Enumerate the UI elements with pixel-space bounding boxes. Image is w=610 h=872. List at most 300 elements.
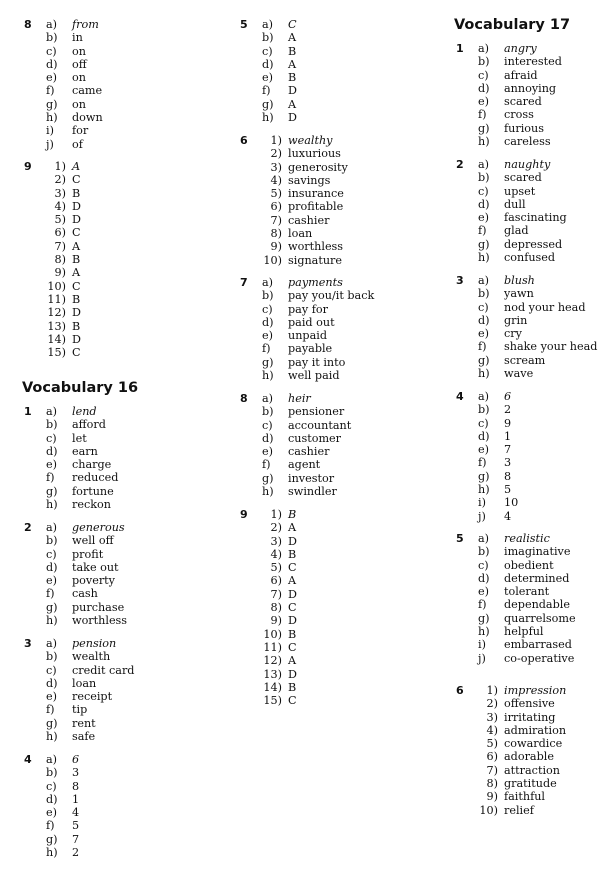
- answer-label: h): [478, 625, 490, 639]
- answer-text: D: [72, 306, 81, 320]
- answer-label: j): [478, 509, 486, 523]
- answer-text: worthless: [288, 240, 344, 254]
- answer-label: c): [46, 663, 57, 677]
- answer-text: C: [288, 694, 297, 708]
- exercise-c1-8: [24, 18, 164, 151]
- answer-text: for: [72, 124, 89, 138]
- answer-label: g): [46, 832, 58, 846]
- answer-text: pensioner: [288, 405, 345, 419]
- answer-text: dull: [504, 197, 526, 211]
- answer-label: c): [478, 558, 489, 572]
- answer-row: [456, 559, 596, 572]
- answer-label: h): [46, 498, 58, 512]
- answer-label: e): [46, 71, 57, 85]
- exercise-c1-v16-1: [24, 405, 164, 511]
- answer-row: [456, 483, 596, 496]
- answer-text: profitable: [288, 200, 344, 214]
- answer-row: [456, 777, 596, 790]
- answer-row: [240, 356, 380, 369]
- answer-label: g): [46, 600, 58, 614]
- answer-label: 13): [263, 667, 282, 681]
- answer-row: [24, 485, 164, 498]
- answer-text: B: [288, 627, 297, 641]
- answer-label: a): [478, 42, 490, 55]
- answer-text: wealthy: [288, 134, 333, 147]
- answer-text: glad: [504, 224, 529, 238]
- answer-row: [24, 84, 164, 97]
- exercise-number: 8: [24, 18, 32, 31]
- answer-row: [24, 574, 164, 587]
- answer-row: [24, 280, 164, 293]
- answer-label: 2): [270, 147, 282, 161]
- answer-row: [24, 333, 164, 346]
- answer-text: fascinating: [504, 211, 567, 225]
- answer-label: c): [478, 184, 489, 198]
- answer-row: [24, 717, 164, 730]
- answer-text: adorable: [504, 750, 554, 764]
- answer-text: cash: [72, 587, 98, 601]
- answer-text: furious: [504, 121, 544, 135]
- answer-text: tip: [72, 703, 88, 717]
- answer-label: h): [478, 251, 490, 265]
- answer-row: [24, 601, 164, 614]
- answer-text: A: [288, 521, 297, 535]
- exercise-c3-6: [456, 684, 596, 817]
- answer-label: i): [46, 124, 54, 138]
- answer-row: [240, 641, 380, 654]
- answer-text: cross: [504, 108, 534, 122]
- answer-text: careless: [504, 135, 551, 149]
- answer-text: C: [288, 601, 297, 615]
- answer-label: c): [46, 44, 57, 58]
- answer-label: f): [478, 598, 487, 612]
- answer-label: e): [262, 445, 273, 459]
- answer-row: [456, 612, 596, 625]
- answer-label: a): [46, 521, 58, 534]
- answer-row: [240, 71, 380, 84]
- answer-text: A: [288, 97, 297, 111]
- answer-text: 4: [504, 509, 512, 523]
- answer-label: c): [478, 68, 489, 82]
- answer-row: [240, 84, 380, 97]
- answer-label: e): [262, 71, 273, 85]
- answer-row: [24, 780, 164, 793]
- answer-text: luxurious: [288, 147, 341, 161]
- answer-label: h): [46, 614, 58, 628]
- answer-row: [456, 585, 596, 598]
- answer-label: 4): [270, 547, 282, 561]
- answer-text: pay it into: [288, 355, 346, 369]
- answer-text: down: [72, 111, 103, 125]
- answer-row: [24, 587, 164, 600]
- answer-label: f): [478, 224, 487, 238]
- answer-row: [456, 545, 596, 558]
- answer-row: [24, 730, 164, 743]
- answer-text: 1: [504, 429, 512, 443]
- exercise-c3-3: [456, 274, 596, 380]
- answer-text: on: [72, 71, 86, 85]
- answer-text: 4: [72, 806, 80, 820]
- answer-text: D: [288, 587, 297, 601]
- answer-row: [24, 31, 164, 44]
- answer-label: 11): [47, 292, 66, 306]
- answer-label: 2): [486, 697, 498, 711]
- answer-label: 13): [47, 319, 66, 333]
- exercise-number: 9: [240, 508, 248, 521]
- answer-row: [456, 95, 596, 108]
- answer-text: payments: [288, 276, 343, 289]
- answer-label: e): [478, 585, 489, 599]
- answer-text: customer: [288, 431, 342, 445]
- answer-row: [24, 293, 164, 306]
- answer-text: afraid: [504, 68, 538, 82]
- exercise-c3-1: [456, 42, 596, 148]
- answer-text: helpful: [504, 625, 544, 639]
- answer-text: C: [288, 640, 297, 654]
- answer-row: [456, 532, 596, 545]
- answer-row: [240, 588, 380, 601]
- answer-text: 5: [72, 819, 80, 833]
- answer-text: B: [72, 186, 81, 200]
- answer-text: grin: [504, 313, 528, 327]
- answer-label: d): [478, 81, 490, 95]
- answer-text: 3: [504, 456, 512, 470]
- answer-label: 8): [270, 601, 282, 615]
- answer-row: [24, 200, 164, 213]
- answer-label: a): [46, 18, 58, 31]
- answer-row: [240, 561, 380, 574]
- answer-text: 3: [72, 766, 80, 780]
- answer-row: [240, 445, 380, 458]
- answer-label: g): [262, 97, 274, 111]
- answer-text: irritating: [504, 710, 556, 724]
- answer-text: 7: [72, 832, 80, 846]
- answer-label: e): [46, 690, 57, 704]
- answer-row: [456, 711, 596, 724]
- answer-label: 9): [270, 614, 282, 628]
- answer-label: 1): [270, 508, 282, 521]
- answer-row: [24, 806, 164, 819]
- answer-row: [24, 213, 164, 226]
- answer-text: receipt: [72, 690, 113, 704]
- answer-row: [456, 340, 596, 353]
- answer-label: a): [478, 390, 490, 403]
- answer-row: [240, 214, 380, 227]
- answer-text: relief: [504, 803, 534, 817]
- answer-label: f): [46, 471, 55, 485]
- answer-row: [456, 185, 596, 198]
- answer-text: D: [72, 213, 81, 227]
- answer-text: C: [72, 346, 81, 360]
- answer-row: [456, 470, 596, 483]
- answer-row: [240, 601, 380, 614]
- answer-label: f): [262, 84, 271, 98]
- answer-row: [240, 508, 380, 521]
- answer-row: [456, 456, 596, 469]
- answer-text: offensive: [504, 697, 555, 711]
- answer-text: credit card: [72, 663, 135, 677]
- answer-label: 5): [270, 187, 282, 201]
- answer-text: C: [288, 18, 297, 31]
- answer-label: 7): [270, 587, 282, 601]
- answer-label: g): [478, 121, 490, 135]
- answer-label: d): [46, 57, 58, 71]
- answer-label: 3): [270, 160, 282, 174]
- exercise-number: 3: [456, 274, 464, 287]
- answer-text: let: [72, 431, 87, 445]
- answer-text: wealth: [72, 650, 111, 664]
- answer-row: [240, 187, 380, 200]
- exercise-c2-6: [240, 134, 380, 267]
- answer-text: reduced: [72, 471, 119, 485]
- answer-row: [24, 521, 164, 534]
- exercise-number: 4: [456, 390, 464, 403]
- answer-text: accountant: [288, 418, 352, 432]
- answer-text: savings: [288, 173, 331, 187]
- answer-label: a): [262, 392, 274, 405]
- answer-row: [456, 572, 596, 585]
- answer-label: d): [478, 571, 490, 585]
- answer-row: [456, 510, 596, 523]
- answer-row: [456, 403, 596, 416]
- answer-row: [24, 320, 164, 333]
- answer-text: B: [288, 44, 297, 58]
- answer-row: [240, 18, 380, 31]
- answer-label: d): [262, 315, 274, 329]
- answer-row: [240, 485, 380, 498]
- answer-label: f): [46, 703, 55, 717]
- answer-row: [240, 369, 380, 382]
- exercise-c1-9: [24, 160, 164, 359]
- answer-label: 7): [486, 763, 498, 777]
- answer-text: wave: [504, 367, 534, 381]
- answer-label: h): [478, 483, 490, 497]
- answer-row: [456, 764, 596, 777]
- answer-label: e): [262, 329, 273, 343]
- answer-label: h): [262, 485, 274, 499]
- answer-row: [456, 158, 596, 171]
- answer-row: [240, 521, 380, 534]
- exercise-c1-v16-3: [24, 637, 164, 743]
- answer-text: profit: [72, 547, 104, 561]
- answer-row: [456, 69, 596, 82]
- answer-text: well off: [72, 534, 114, 548]
- answer-row: [456, 417, 596, 430]
- answer-label: c): [262, 44, 273, 58]
- answer-text: worthless: [72, 614, 128, 628]
- answer-text: paid out: [288, 315, 335, 329]
- answer-row: [24, 124, 164, 137]
- exercise-number: 9: [24, 160, 32, 173]
- answer-text: 2: [72, 846, 80, 860]
- exercise-c2-9: [240, 508, 380, 707]
- answer-text: loan: [72, 676, 97, 690]
- answer-text: B: [72, 253, 81, 267]
- answer-row: [456, 443, 596, 456]
- answer-label: c): [478, 416, 489, 430]
- answer-label: f): [46, 84, 55, 98]
- answer-row: [240, 58, 380, 71]
- answer-text: 10: [504, 496, 519, 510]
- answer-row: [240, 432, 380, 445]
- answer-text: obedient: [504, 558, 554, 572]
- answer-row: [24, 793, 164, 806]
- answer-label: f): [478, 456, 487, 470]
- answer-row: [456, 122, 596, 135]
- answer-label: g): [478, 353, 490, 367]
- answer-row: [24, 637, 164, 650]
- answer-row: [240, 614, 380, 627]
- vocabulary-16-heading: Vocabulary 16: [22, 380, 139, 396]
- answer-label: b): [478, 545, 490, 559]
- answer-label: i): [478, 496, 486, 510]
- answer-row: [24, 187, 164, 200]
- answer-label: f): [262, 458, 271, 472]
- answer-label: d): [46, 444, 58, 458]
- answer-label: e): [46, 574, 57, 588]
- answer-label: d): [262, 431, 274, 445]
- answer-row: [240, 161, 380, 174]
- answer-text: insurance: [288, 187, 344, 201]
- answer-label: 10): [263, 627, 282, 641]
- answer-text: take out: [72, 560, 119, 574]
- answer-row: [240, 316, 380, 329]
- answer-row: [240, 668, 380, 681]
- answer-row: [24, 561, 164, 574]
- answer-label: e): [46, 806, 57, 820]
- answer-label: e): [46, 458, 57, 472]
- answer-row: [24, 98, 164, 111]
- answer-row: [240, 458, 380, 471]
- answer-text: came: [72, 84, 103, 98]
- answer-row: [456, 274, 596, 287]
- answer-row: [240, 98, 380, 111]
- answer-row: [24, 690, 164, 703]
- answer-label: d): [478, 429, 490, 443]
- answer-row: [456, 327, 596, 340]
- answer-label: b): [262, 289, 274, 303]
- exercise-number: 5: [456, 532, 464, 545]
- answer-row: [24, 226, 164, 239]
- answer-text: upset: [504, 184, 536, 198]
- answer-text: gratitude: [504, 777, 557, 791]
- answer-label: f): [478, 108, 487, 122]
- answer-text: D: [288, 614, 297, 628]
- answer-text: cashier: [288, 213, 330, 227]
- answer-label: h): [478, 367, 490, 381]
- answer-label: a): [46, 405, 58, 418]
- answer-label: d): [46, 676, 58, 690]
- answer-text: scream: [504, 353, 546, 367]
- answer-text: B: [72, 292, 81, 306]
- answer-row: [24, 266, 164, 279]
- answer-text: 6: [72, 753, 80, 766]
- exercise-number: 6: [456, 684, 464, 697]
- answer-row: [240, 147, 380, 160]
- exercise-number: 8: [240, 392, 248, 405]
- exercise-number: 7: [240, 276, 248, 289]
- answer-row: [24, 846, 164, 859]
- answer-text: D: [72, 199, 81, 213]
- answer-row: [240, 111, 380, 124]
- answer-label: h): [478, 135, 490, 149]
- answer-text: imaginative: [504, 545, 571, 559]
- exercise-number: 4: [24, 753, 32, 766]
- answer-label: 5): [270, 561, 282, 575]
- answer-row: [240, 681, 380, 694]
- answer-label: 9): [486, 790, 498, 804]
- answer-row: [240, 342, 380, 355]
- answer-label: d): [478, 313, 490, 327]
- answer-label: d): [46, 560, 58, 574]
- exercise-number: 1: [456, 42, 464, 55]
- answer-label: 5): [54, 213, 66, 227]
- answer-text: lend: [72, 405, 97, 418]
- answer-row: [24, 432, 164, 445]
- answer-text: generosity: [288, 160, 348, 174]
- answer-text: A: [288, 574, 297, 588]
- answer-row: [24, 306, 164, 319]
- answer-row: [24, 405, 164, 418]
- answer-label: g): [478, 469, 490, 483]
- answer-label: a): [262, 18, 274, 31]
- answer-label: 8): [54, 253, 66, 267]
- answer-text: C: [72, 226, 81, 240]
- exercise-c3-5: [456, 532, 596, 665]
- answer-text: pension: [72, 637, 117, 650]
- answer-text: in: [72, 31, 83, 45]
- answer-text: blush: [504, 274, 535, 287]
- answer-row: [456, 750, 596, 763]
- answer-row: [456, 287, 596, 300]
- answer-text: loan: [288, 227, 313, 241]
- answer-row: [456, 367, 596, 380]
- exercise-number: 1: [24, 405, 32, 418]
- answer-row: [240, 419, 380, 432]
- answer-text: 6: [504, 390, 512, 403]
- answer-row: [24, 703, 164, 716]
- answer-text: investor: [288, 471, 335, 485]
- answer-text: 8: [72, 779, 80, 793]
- answer-row: [24, 498, 164, 511]
- answer-text: D: [288, 111, 297, 125]
- answer-label: b): [46, 650, 58, 664]
- answer-label: g): [46, 716, 58, 730]
- answer-text: cry: [504, 327, 522, 341]
- answer-row: [456, 171, 596, 184]
- answer-row: [24, 458, 164, 471]
- answer-text: B: [288, 680, 297, 694]
- answer-text: charge: [72, 458, 112, 472]
- answer-row: [24, 45, 164, 58]
- answer-label: b): [46, 534, 58, 548]
- answer-label: a): [46, 637, 58, 650]
- answer-text: tolerant: [504, 585, 550, 599]
- answer-row: [240, 240, 380, 253]
- answer-row: [456, 211, 596, 224]
- answer-row: [456, 224, 596, 237]
- answer-row: [456, 737, 596, 750]
- answer-text: A: [288, 654, 297, 668]
- answer-label: c): [262, 302, 273, 316]
- answer-text: generous: [72, 521, 125, 534]
- answer-row: [24, 173, 164, 186]
- answer-row: [24, 111, 164, 124]
- answer-row: [240, 574, 380, 587]
- answer-label: h): [262, 111, 274, 125]
- answer-label: h): [262, 369, 274, 383]
- answer-row: [240, 134, 380, 147]
